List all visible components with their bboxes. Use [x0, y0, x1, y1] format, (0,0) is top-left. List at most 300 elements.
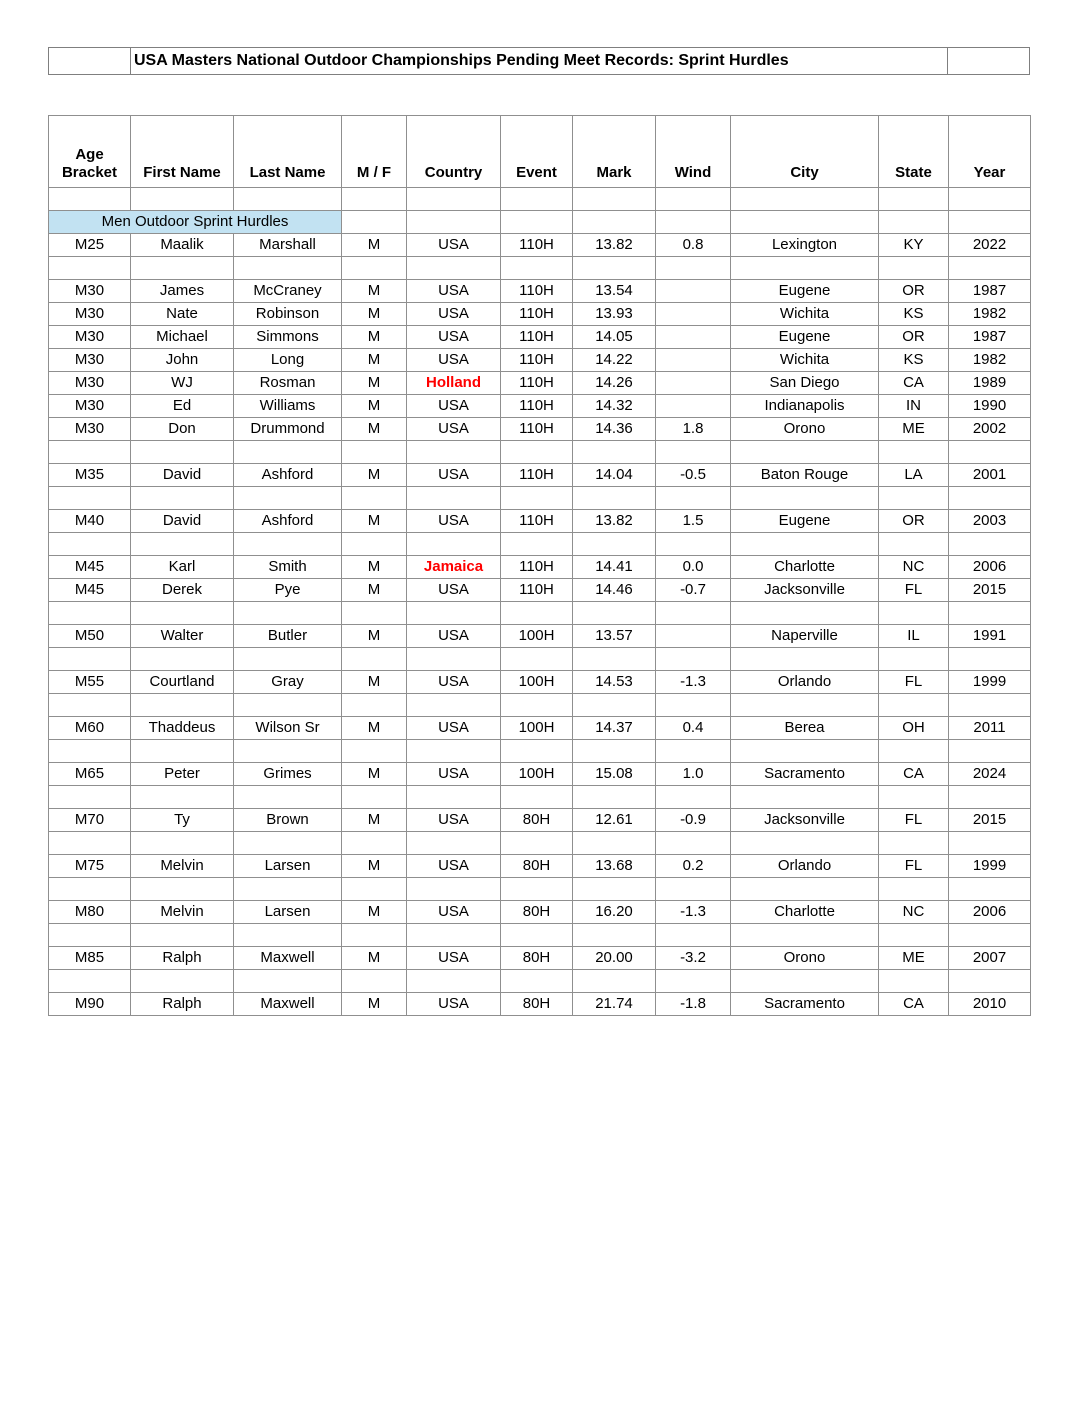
table-row: [49, 855, 1031, 878]
table-cell: 0.4: [656, 717, 731, 740]
spacer-row: [49, 878, 1031, 901]
table-cell: M30: [49, 303, 131, 326]
table-cell: USA: [407, 234, 501, 257]
empty-cell: [879, 648, 949, 671]
spacer-row: [49, 924, 1031, 947]
table-cell: 80H: [501, 809, 573, 832]
empty-cell: [234, 694, 342, 717]
table-cell: Marshall: [234, 234, 342, 257]
empty-cell: [949, 694, 1031, 717]
empty-cell: [342, 878, 407, 901]
records-table: [48, 115, 1031, 1016]
empty-cell: [131, 533, 234, 556]
empty-cell: [131, 648, 234, 671]
empty-cell: [342, 786, 407, 809]
table-cell: IL: [879, 625, 949, 648]
table-cell: Ashford: [234, 510, 342, 533]
table-cell: M: [342, 395, 407, 418]
table-cell: 14.46: [573, 579, 656, 602]
table-cell: 14.32: [573, 395, 656, 418]
empty-cell: [407, 602, 501, 625]
table-cell: Ralph: [131, 947, 234, 970]
table-cell: [656, 625, 731, 648]
spacer-row: [49, 257, 1031, 280]
table-cell: -1.8: [656, 993, 731, 1016]
table-cell: Butler: [234, 625, 342, 648]
table-cell: M: [342, 510, 407, 533]
empty-cell: [573, 970, 656, 993]
spacer-row: [49, 786, 1031, 809]
empty-cell: [49, 648, 131, 671]
table-cell: Gray: [234, 671, 342, 694]
table-cell: ME: [879, 947, 949, 970]
empty-cell: [879, 878, 949, 901]
empty-cell: [656, 211, 731, 234]
table-cell: USA: [407, 763, 501, 786]
table-cell: M50: [49, 625, 131, 648]
table-cell: 110H: [501, 372, 573, 395]
empty-cell: [501, 648, 573, 671]
column-header-year: Year: [949, 116, 1031, 188]
table-cell: Brown: [234, 809, 342, 832]
table-cell: Derek: [131, 579, 234, 602]
empty-cell: [656, 832, 731, 855]
table-cell: M: [342, 556, 407, 579]
table-cell: 0.0: [656, 556, 731, 579]
table-row: [49, 372, 1031, 395]
empty-cell: [234, 257, 342, 280]
empty-cell: [949, 533, 1031, 556]
empty-cell: [234, 533, 342, 556]
table-row: [49, 579, 1031, 602]
table-cell: David: [131, 464, 234, 487]
table-cell: OR: [879, 280, 949, 303]
table-cell: [656, 372, 731, 395]
empty-cell: [49, 487, 131, 510]
table-cell: WJ: [131, 372, 234, 395]
table-cell: M85: [49, 947, 131, 970]
empty-cell: [234, 602, 342, 625]
empty-cell: [501, 786, 573, 809]
table-cell: M: [342, 418, 407, 441]
empty-cell: [407, 970, 501, 993]
table-cell: Larsen: [234, 901, 342, 924]
table-cell: Sacramento: [731, 993, 879, 1016]
empty-cell: [731, 878, 879, 901]
empty-cell: [573, 740, 656, 763]
empty-cell: [407, 487, 501, 510]
empty-cell: [949, 970, 1031, 993]
table-cell: CA: [879, 763, 949, 786]
empty-cell: [501, 441, 573, 464]
table-cell: 1987: [949, 326, 1031, 349]
table-cell: 100H: [501, 717, 573, 740]
table-cell: 2006: [949, 901, 1031, 924]
spacer-row: [49, 970, 1031, 993]
empty-cell: [949, 740, 1031, 763]
empty-cell: [949, 602, 1031, 625]
table-cell: Drummond: [234, 418, 342, 441]
table-cell: Maxwell: [234, 947, 342, 970]
table-cell: M: [342, 625, 407, 648]
table-cell: M: [342, 349, 407, 372]
empty-cell: [131, 924, 234, 947]
empty-cell: [501, 832, 573, 855]
table-cell: 80H: [501, 993, 573, 1016]
spacer-row: [49, 602, 1031, 625]
empty-cell: [131, 257, 234, 280]
empty-cell: [949, 786, 1031, 809]
empty-cell: [656, 487, 731, 510]
table-cell: USA: [407, 625, 501, 648]
empty-cell: [501, 188, 573, 211]
table-cell: USA: [407, 395, 501, 418]
empty-cell: [731, 602, 879, 625]
table-cell: 16.20: [573, 901, 656, 924]
empty-cell: [342, 533, 407, 556]
table-cell: Melvin: [131, 901, 234, 924]
empty-cell: [407, 648, 501, 671]
records-table-body: [49, 188, 1031, 1016]
table-cell: Sacramento: [731, 763, 879, 786]
empty-cell: [234, 878, 342, 901]
table-cell: 1990: [949, 395, 1031, 418]
table-row: [49, 556, 1031, 579]
table-cell: KY: [879, 234, 949, 257]
empty-cell: [949, 441, 1031, 464]
table-cell: 2001: [949, 464, 1031, 487]
table-cell: USA: [407, 671, 501, 694]
table-cell: Smith: [234, 556, 342, 579]
table-cell: John: [131, 349, 234, 372]
empty-cell: [131, 786, 234, 809]
table-cell: -1.3: [656, 671, 731, 694]
empty-cell: [573, 188, 656, 211]
empty-cell: [879, 257, 949, 280]
table-cell: Wichita: [731, 303, 879, 326]
table-cell: 110H: [501, 303, 573, 326]
table-cell: 1999: [949, 671, 1031, 694]
table-cell: James: [131, 280, 234, 303]
empty-cell: [879, 211, 949, 234]
empty-cell: [879, 487, 949, 510]
empty-cell: [501, 694, 573, 717]
table-cell: M70: [49, 809, 131, 832]
table-cell: M: [342, 579, 407, 602]
table-cell: Rosman: [234, 372, 342, 395]
empty-cell: [573, 786, 656, 809]
table-row: [49, 625, 1031, 648]
table-cell: M30: [49, 349, 131, 372]
empty-cell: [949, 188, 1031, 211]
table-cell: CA: [879, 372, 949, 395]
table-cell: Michael: [131, 326, 234, 349]
table-row: [49, 947, 1031, 970]
table-cell: 110H: [501, 349, 573, 372]
empty-cell: [731, 533, 879, 556]
empty-cell: [731, 188, 879, 211]
table-cell: KS: [879, 349, 949, 372]
table-cell: M55: [49, 671, 131, 694]
table-cell: Melvin: [131, 855, 234, 878]
table-cell: 13.82: [573, 234, 656, 257]
empty-cell: [131, 878, 234, 901]
table-row: [49, 809, 1031, 832]
table-cell: 110H: [501, 234, 573, 257]
empty-cell: [573, 533, 656, 556]
empty-cell: [731, 648, 879, 671]
table-cell: NC: [879, 556, 949, 579]
table-cell: 14.22: [573, 349, 656, 372]
empty-cell: [731, 441, 879, 464]
empty-cell: [342, 694, 407, 717]
empty-cell: [879, 924, 949, 947]
empty-cell: [342, 257, 407, 280]
page-title: USA Masters National Outdoor Championships Pending Meet Records: Sprint Hurdles: [130, 47, 948, 75]
empty-cell: [49, 694, 131, 717]
empty-cell: [656, 740, 731, 763]
table-cell: 110H: [501, 326, 573, 349]
table-cell: M65: [49, 763, 131, 786]
empty-cell: [731, 740, 879, 763]
table-cell: CA: [879, 993, 949, 1016]
table-cell: M: [342, 372, 407, 395]
table-cell: M: [342, 671, 407, 694]
table-cell: M: [342, 717, 407, 740]
table-cell: Holland: [407, 372, 501, 395]
table-row: [49, 763, 1031, 786]
table-cell: USA: [407, 717, 501, 740]
table-cell: Nate: [131, 303, 234, 326]
table-cell: 2003: [949, 510, 1031, 533]
table-cell: Charlotte: [731, 556, 879, 579]
table-cell: USA: [407, 947, 501, 970]
empty-cell: [342, 970, 407, 993]
empty-cell: [49, 832, 131, 855]
table-cell: 110H: [501, 395, 573, 418]
table-cell: USA: [407, 855, 501, 878]
table-cell: M: [342, 326, 407, 349]
table-cell: Orono: [731, 418, 879, 441]
table-cell: 110H: [501, 280, 573, 303]
empty-cell: [407, 694, 501, 717]
table-cell: 12.61: [573, 809, 656, 832]
table-cell: San Diego: [731, 372, 879, 395]
table-row: [49, 901, 1031, 924]
empty-cell: [501, 602, 573, 625]
table-cell: Eugene: [731, 280, 879, 303]
table-cell: Don: [131, 418, 234, 441]
table-cell: 1989: [949, 372, 1031, 395]
empty-cell: [131, 602, 234, 625]
empty-cell: [501, 970, 573, 993]
empty-cell: [879, 602, 949, 625]
table-cell: -1.3: [656, 901, 731, 924]
table-cell: Wilson Sr: [234, 717, 342, 740]
table-cell: Ralph: [131, 993, 234, 1016]
table-cell: Indianapolis: [731, 395, 879, 418]
empty-cell: [49, 257, 131, 280]
table-cell: 14.36: [573, 418, 656, 441]
table-cell: ME: [879, 418, 949, 441]
column-header-country: Country: [407, 116, 501, 188]
table-cell: M: [342, 303, 407, 326]
table-cell: Pye: [234, 579, 342, 602]
table-cell: Naperville: [731, 625, 879, 648]
empty-cell: [656, 970, 731, 993]
empty-cell: [879, 786, 949, 809]
table-cell: 80H: [501, 901, 573, 924]
table-row: [49, 464, 1031, 487]
table-cell: 110H: [501, 556, 573, 579]
table-cell: 100H: [501, 763, 573, 786]
table-cell: [656, 395, 731, 418]
table-cell: 15.08: [573, 763, 656, 786]
empty-cell: [131, 487, 234, 510]
spacer-row: [49, 188, 1031, 211]
table-cell: NC: [879, 901, 949, 924]
table-cell: USA: [407, 303, 501, 326]
table-cell: Orlando: [731, 671, 879, 694]
table-cell: Ty: [131, 809, 234, 832]
empty-cell: [949, 648, 1031, 671]
table-cell: 2006: [949, 556, 1031, 579]
table-cell: Williams: [234, 395, 342, 418]
table-cell: 13.93: [573, 303, 656, 326]
table-cell: 110H: [501, 579, 573, 602]
empty-cell: [131, 832, 234, 855]
empty-cell: [879, 694, 949, 717]
empty-cell: [949, 832, 1031, 855]
table-cell: 2022: [949, 234, 1031, 257]
table-cell: M45: [49, 579, 131, 602]
table-row: [49, 349, 1031, 372]
table-cell: [656, 349, 731, 372]
table-cell: Charlotte: [731, 901, 879, 924]
empty-cell: [879, 740, 949, 763]
table-cell: M35: [49, 464, 131, 487]
table-row: [49, 418, 1031, 441]
empty-cell: [407, 257, 501, 280]
empty-cell: [342, 924, 407, 947]
empty-cell: [731, 832, 879, 855]
table-cell: Baton Rouge: [731, 464, 879, 487]
table-cell: Wichita: [731, 349, 879, 372]
column-header-state: State: [879, 116, 949, 188]
table-row: [49, 717, 1031, 740]
table-row: [49, 280, 1031, 303]
column-header-wind: Wind: [656, 116, 731, 188]
empty-cell: [407, 533, 501, 556]
table-cell: 2015: [949, 809, 1031, 832]
table-cell: M: [342, 464, 407, 487]
column-header-sex: M / F: [342, 116, 407, 188]
empty-cell: [949, 211, 1031, 234]
empty-cell: [573, 441, 656, 464]
spacer-row: [49, 694, 1031, 717]
table-cell: 2024: [949, 763, 1031, 786]
empty-cell: [49, 533, 131, 556]
empty-cell: [656, 878, 731, 901]
table-cell: 1.8: [656, 418, 731, 441]
table-cell: David: [131, 510, 234, 533]
empty-cell: [879, 188, 949, 211]
table-cell: 13.54: [573, 280, 656, 303]
empty-cell: [879, 533, 949, 556]
table-cell: USA: [407, 809, 501, 832]
table-row: [49, 993, 1031, 1016]
table-cell: Karl: [131, 556, 234, 579]
table-cell: M30: [49, 280, 131, 303]
empty-cell: [342, 832, 407, 855]
empty-cell: [501, 533, 573, 556]
table-cell: 1982: [949, 303, 1031, 326]
empty-cell: [342, 648, 407, 671]
table-cell: Jacksonville: [731, 809, 879, 832]
empty-cell: [731, 786, 879, 809]
empty-cell: [656, 441, 731, 464]
empty-cell: [407, 188, 501, 211]
empty-cell: [731, 487, 879, 510]
empty-cell: [407, 878, 501, 901]
table-cell: FL: [879, 579, 949, 602]
empty-cell: [573, 648, 656, 671]
spacer-row: [49, 832, 1031, 855]
table-row: [49, 326, 1031, 349]
empty-cell: [879, 832, 949, 855]
table-cell: M: [342, 280, 407, 303]
empty-cell: [573, 832, 656, 855]
table-cell: M: [342, 763, 407, 786]
empty-cell: [407, 924, 501, 947]
table-cell: Jacksonville: [731, 579, 879, 602]
table-cell: 0.8: [656, 234, 731, 257]
column-header-age-bracket: Age Bracket: [49, 116, 131, 188]
table-cell: 1982: [949, 349, 1031, 372]
empty-cell: [656, 257, 731, 280]
column-header-city: City: [731, 116, 879, 188]
table-cell: FL: [879, 855, 949, 878]
spacer-row: [49, 648, 1031, 671]
title-band: [48, 47, 1030, 75]
table-cell: McCraney: [234, 280, 342, 303]
table-cell: 2010: [949, 993, 1031, 1016]
table-cell: M60: [49, 717, 131, 740]
table-cell: Courtland: [131, 671, 234, 694]
table-cell: USA: [407, 464, 501, 487]
spacer-row: [49, 740, 1031, 763]
table-cell: Thaddeus: [131, 717, 234, 740]
table-cell: USA: [407, 280, 501, 303]
empty-cell: [501, 924, 573, 947]
empty-cell: [573, 878, 656, 901]
empty-cell: [879, 441, 949, 464]
table-cell: Walter: [131, 625, 234, 648]
empty-cell: [949, 878, 1031, 901]
empty-cell: [949, 257, 1031, 280]
empty-cell: [49, 970, 131, 993]
table-cell: Ed: [131, 395, 234, 418]
table-cell: 110H: [501, 418, 573, 441]
table-cell: 14.41: [573, 556, 656, 579]
empty-cell: [342, 487, 407, 510]
table-cell: Peter: [131, 763, 234, 786]
table-cell: Jamaica: [407, 556, 501, 579]
empty-cell: [656, 602, 731, 625]
table-row: [49, 234, 1031, 257]
table-cell: M75: [49, 855, 131, 878]
table-cell: 1987: [949, 280, 1031, 303]
